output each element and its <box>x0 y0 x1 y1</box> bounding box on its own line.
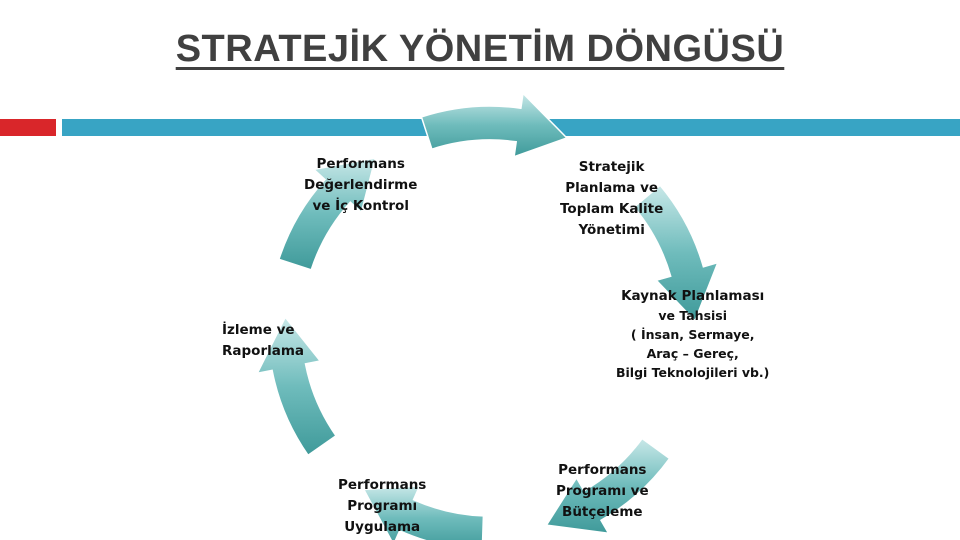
step-resource-planning <box>616 287 769 382</box>
page-title: STRATEJİK YÖNETİM DÖNGÜSÜ <box>175 28 785 70</box>
step-line: Programı <box>347 498 418 514</box>
step-line: ve İç Kontrol <box>312 198 409 214</box>
step-line: Yönetimi <box>578 222 645 238</box>
step-line: Performans <box>338 477 427 493</box>
step-performance-evaluation <box>304 154 417 217</box>
step-line: İzleme ve <box>222 322 295 338</box>
step-program-implementation <box>338 475 426 538</box>
step-strategic-planning <box>560 157 663 241</box>
step-line: Programı ve <box>556 483 649 499</box>
step-line: Planlama ve <box>565 180 659 196</box>
step-line: Stratejik <box>578 159 645 175</box>
step-line: Uygulama <box>344 519 421 535</box>
step-line: Araç – Gereç, <box>646 346 739 361</box>
step-line: Kaynak Planlaması <box>621 288 765 304</box>
arrow-evaluation-to-planning <box>421 93 566 156</box>
step-line: Performans <box>316 156 405 172</box>
step-line: Bütçeleme <box>562 504 643 520</box>
step-line: Performans <box>558 462 647 478</box>
step-monitoring-reporting <box>222 320 304 362</box>
step-program-budgeting <box>556 460 649 523</box>
step-line: Bilgi Teknolojileri vb.) <box>616 365 770 380</box>
step-line: Toplam Kalite <box>560 201 664 217</box>
step-line: Raporlama <box>222 343 305 359</box>
step-line: ( İnsan, Sermaye, <box>630 327 755 342</box>
step-line: ve Tahsisi <box>658 308 728 323</box>
step-line: Değerlendirme <box>304 177 418 193</box>
